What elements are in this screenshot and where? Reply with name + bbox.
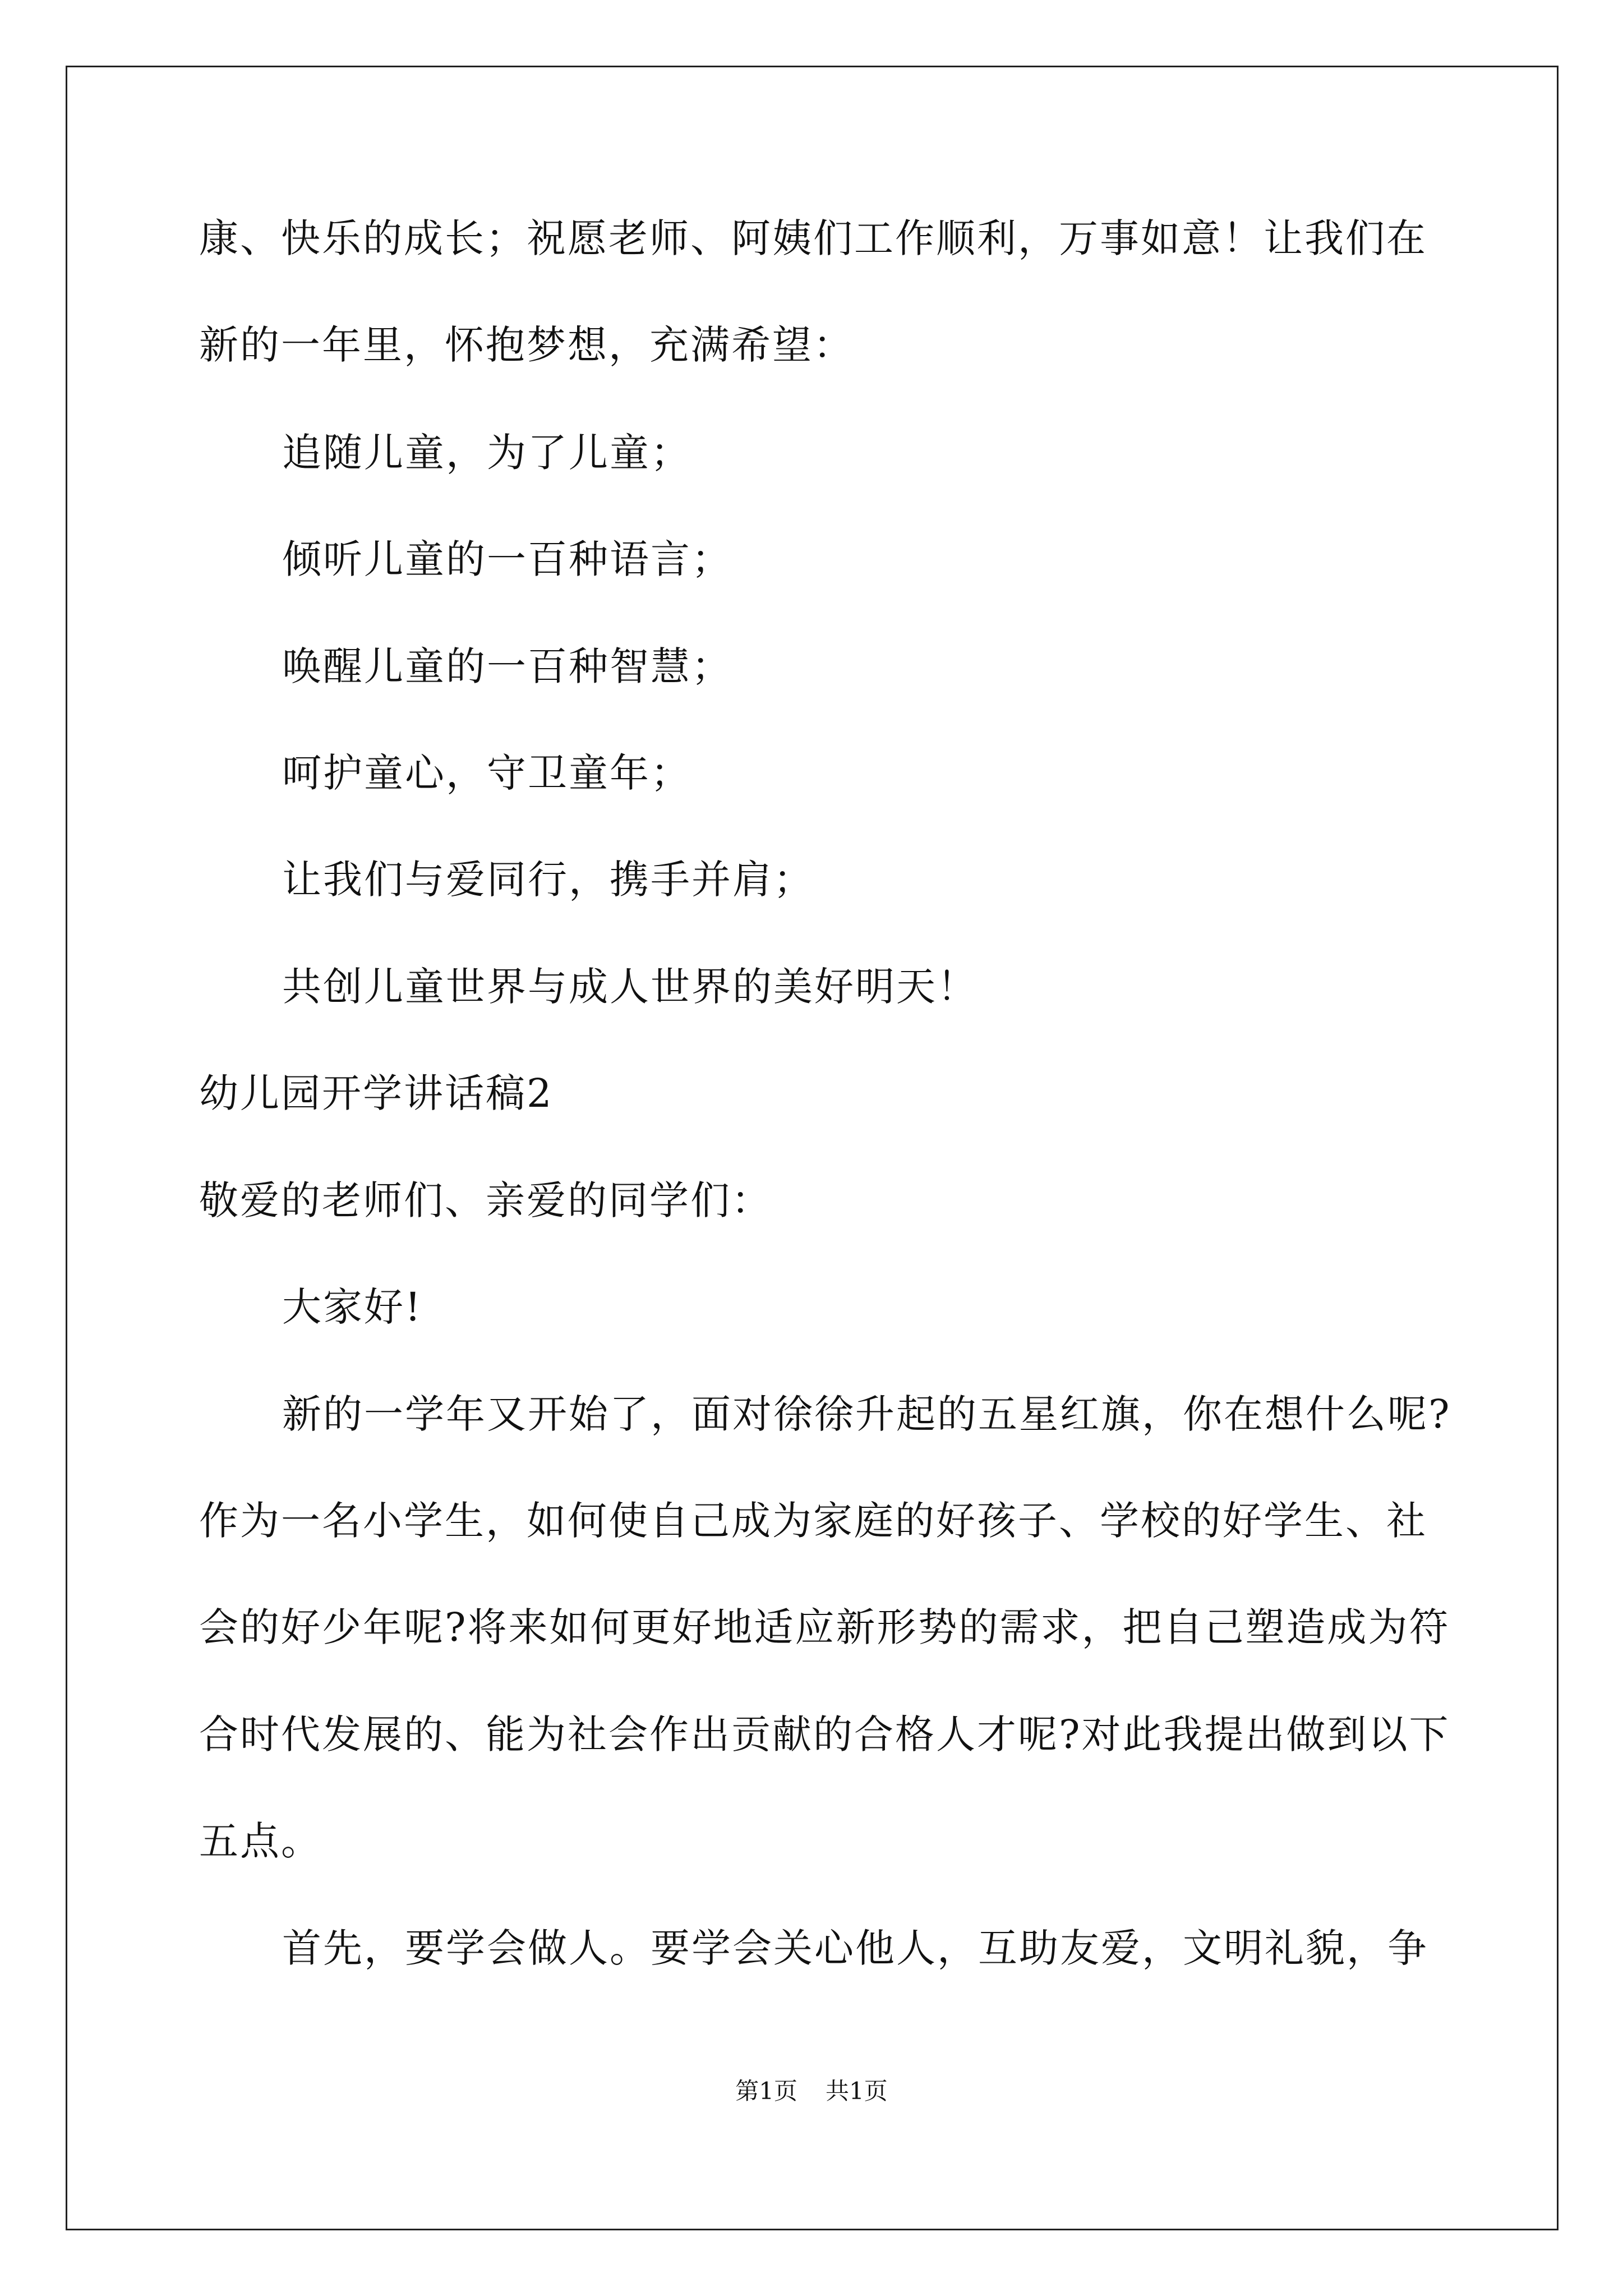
text-line: 新的一学年又开始了，面对徐徐升起的五星红旗，你在想什么呢? <box>282 1391 1451 1437</box>
salutation: 敬爱的老师们、亲爱的同学们： <box>199 1177 772 1223</box>
page-footer <box>0 2074 1623 2108</box>
text-line: 让我们与爱同行，携手并肩； <box>282 857 814 903</box>
text-line: 合时代发展的、能为社会作出贡献的合格人才呢?对此我提出做到以下 <box>199 1711 1450 1757</box>
text-line: 会的好少年呢?将来如何更好地适应新形势的需求，把自己塑造成为符 <box>199 1604 1450 1650</box>
page-total: 共1页 <box>826 2077 888 2105</box>
text-line: 作为一名小学生，如何使自己成为家庭的好孩子、学校的好学生、社 <box>199 1498 1427 1544</box>
text-line: 共创儿童世界与成人世界的美好明天！ <box>282 964 978 1010</box>
text-line: 追随儿童，为了儿童； <box>282 430 691 476</box>
text-line: 呵护童心，守卫童年； <box>282 750 691 796</box>
greeting: 大家好! <box>282 1284 423 1330</box>
page-number: 第1页 <box>735 2077 797 2105</box>
text-line: 倾听儿童的一百种语言； <box>282 536 732 582</box>
text-line: 康、快乐的成长；祝愿老师、阿姨们工作顺利，万事如意！让我们在 <box>199 215 1427 261</box>
text-line: 首先，要学会做人。要学会关心他人，互助友爱，文明礼貌，争 <box>282 1925 1428 1971</box>
section-heading: 幼儿园开学讲话稿2 <box>199 1070 554 1116</box>
text-line: 五点。 <box>199 1818 322 1864</box>
page-frame <box>66 66 1559 2230</box>
text-line: 新的一年里，怀抱梦想，充满希望： <box>199 322 854 368</box>
text-line: 唤醒儿童的一百种智慧； <box>282 643 732 689</box>
